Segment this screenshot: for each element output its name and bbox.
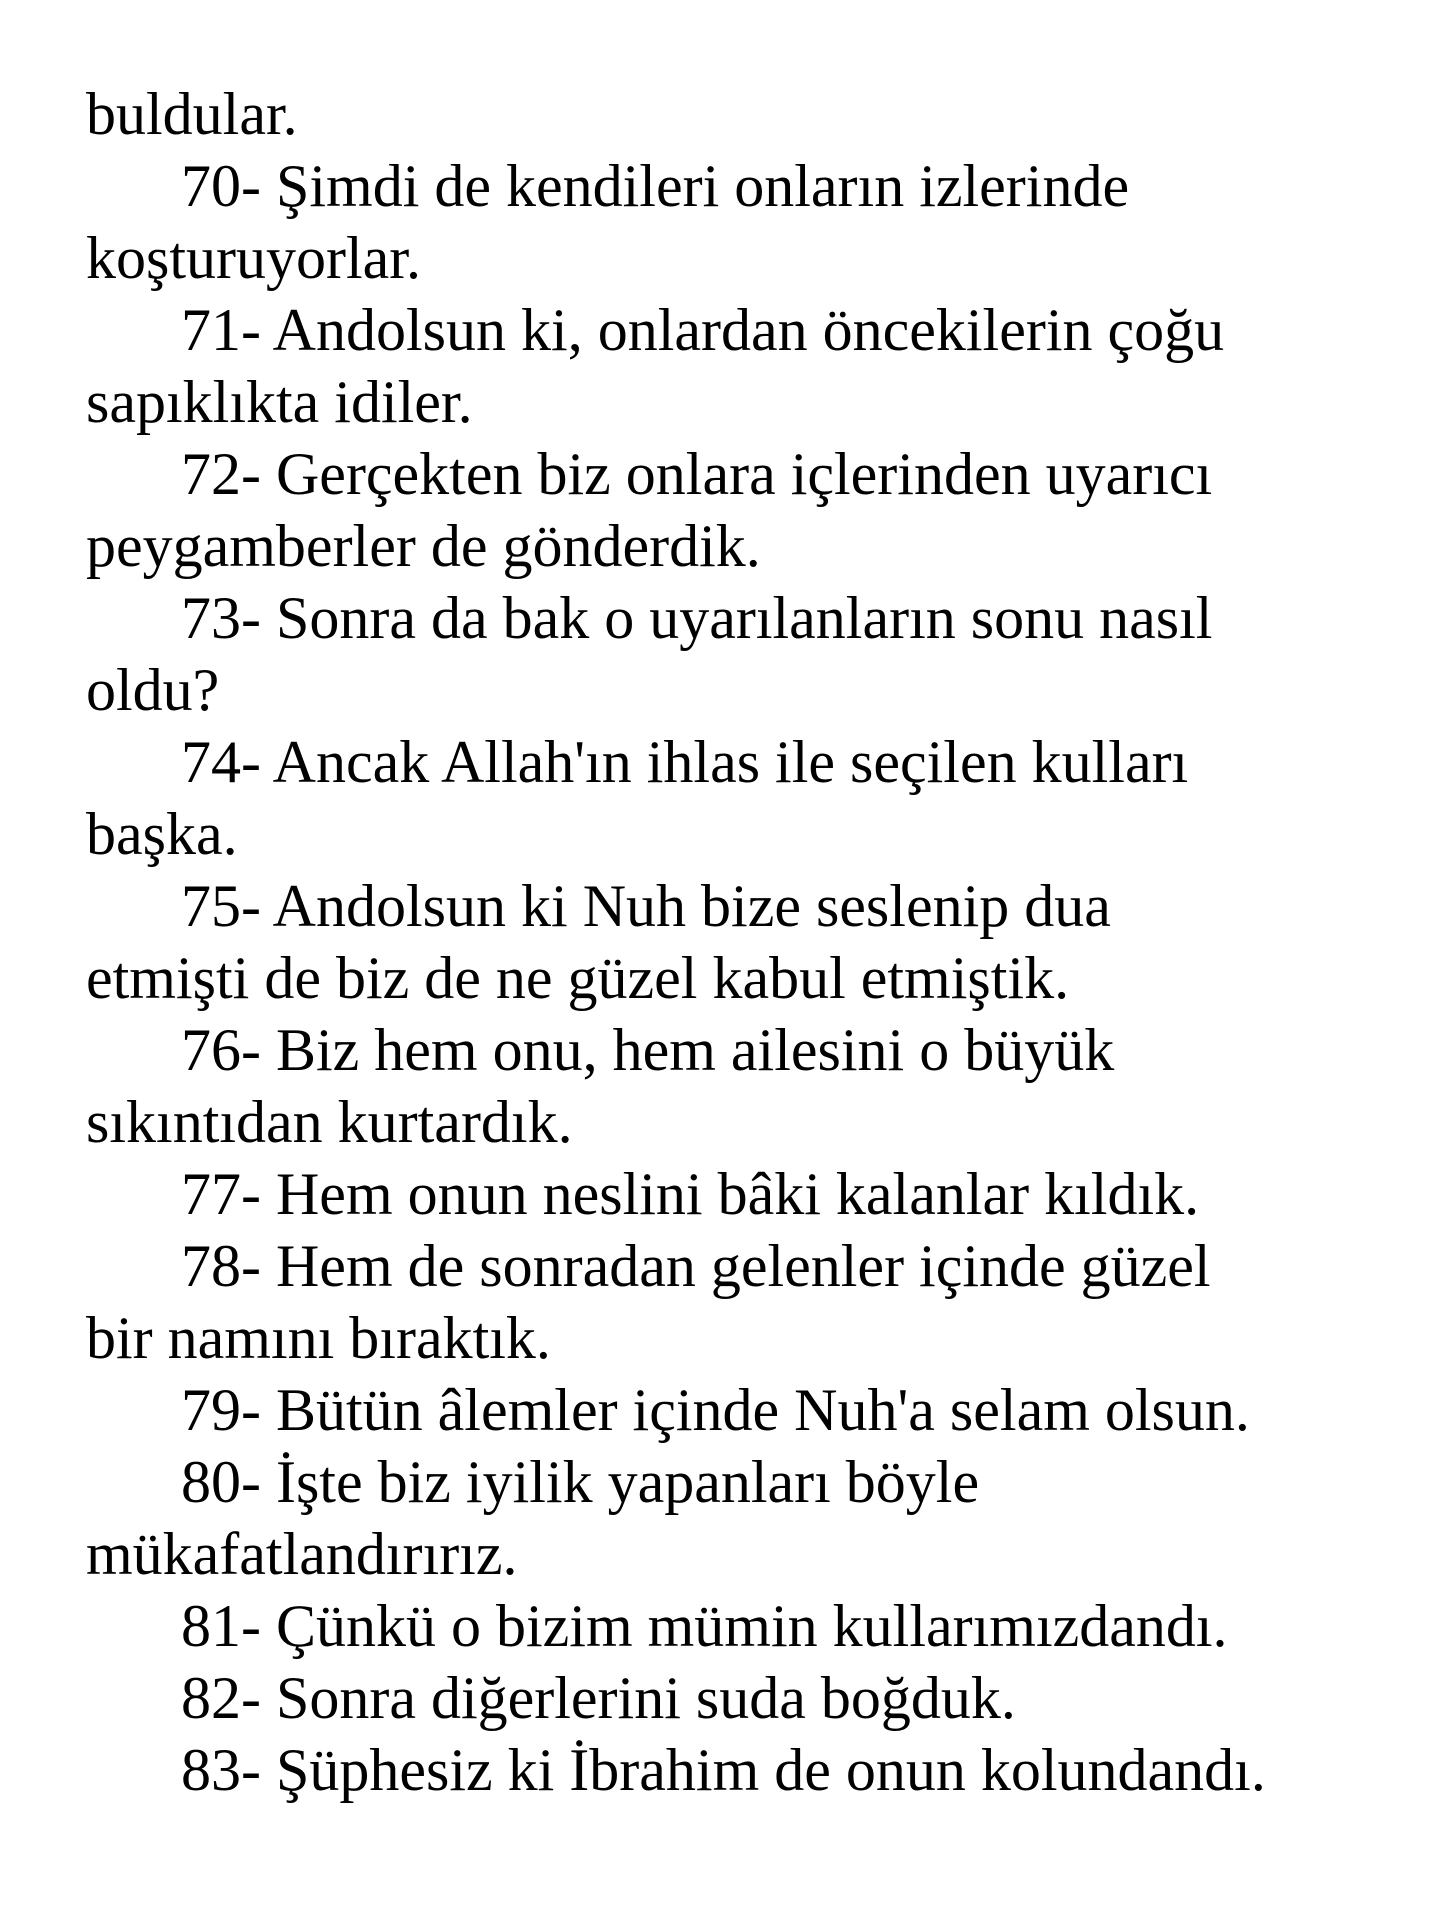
text-line: 78- Hem de sonradan gelenler içinde güzel	[181, 1233, 1211, 1299]
text-line: 70- Şimdi de kendileri onların izlerinde	[181, 153, 1130, 219]
text-line: etmişti de biz de ne güzel kabul etmiştik.	[86, 945, 1070, 1011]
text-line: 76- Biz hem onu, hem ailesini o büyük	[181, 1017, 1115, 1083]
text-line: 79- Bütün âlemler içinde Nuh'a selam olsun.	[181, 1377, 1250, 1443]
text-line: 83- Şüphesiz ki İbrahim de onun kolundandı.	[181, 1737, 1266, 1803]
text-line: oldu?	[86, 657, 220, 723]
text-line: 80- İşte biz iyilik yapanları böyle	[181, 1449, 980, 1515]
text-line: peygamberler de gönderdik.	[86, 513, 761, 579]
text-line: koşturuyorlar.	[86, 225, 421, 291]
text-line: 77- Hem onun neslini bâki kalanlar kıldık.	[181, 1161, 1200, 1227]
text-line: 75- Andolsun ki Nuh bize seslenip dua	[181, 873, 1111, 939]
text-line: 71- Andolsun ki, onlardan öncekilerin çoğu	[181, 297, 1225, 363]
text-line: 72- Gerçekten biz onlara içlerinden uyarıcı	[181, 441, 1213, 507]
text-line: sıkıntıdan kurtardık.	[86, 1089, 573, 1155]
text-line: 81- Çünkü o bizim mümin kullarımızdandı.	[181, 1593, 1228, 1659]
text-line: başka.	[86, 801, 238, 867]
text-line: bir namını bıraktık.	[86, 1305, 551, 1371]
text-line: 82- Sonra diğerlerini suda boğduk.	[181, 1665, 1016, 1731]
text-line: buldular.	[86, 81, 298, 147]
text-line: mükafatlandırırız.	[86, 1521, 518, 1587]
text-line: sapıklıkta idiler.	[86, 369, 473, 435]
text-line: 73- Sonra da bak o uyarılanların sonu nasıl	[181, 585, 1213, 651]
text-line: 74- Ancak Allah'ın ihlas ile seçilen kulları	[181, 729, 1189, 795]
